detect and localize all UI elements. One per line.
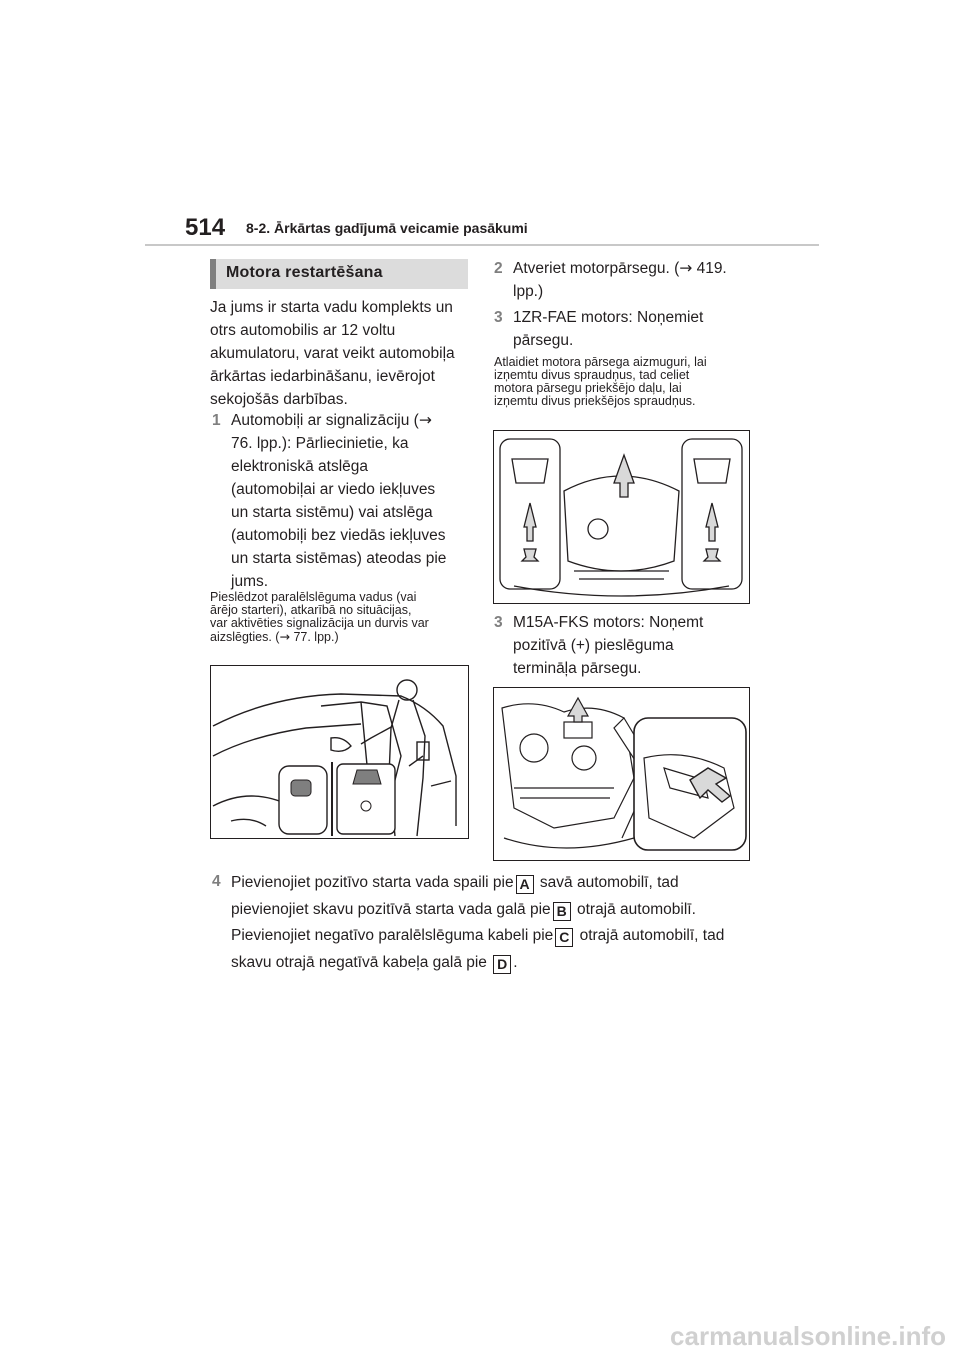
step-1-line: 76. lpp.): Pārliecinietie, ka [231,435,409,452]
step-1-line: (automobiļi bez viedās iekļuves [231,527,446,544]
step-3b-line: pozitīvā (+) pieslēguma [513,637,674,654]
step-4-line: Pievienojiet negatīvo paralēlslēguma kabeli pie C otrajā automobilī, tad [231,927,725,945]
step-2-text [513,257,763,303]
step-3a-line: 1ZR-FAE motors: Noņemiet [513,309,704,326]
arrow-icon: → [679,259,693,277]
note-line: motora pārsegu priekšējo daļu, lai [494,381,682,395]
step-1-number: 1 [212,412,221,429]
terminal-cover-illustration [494,688,749,860]
section-title: 8-2. Ārkārtas gadījumā veicamie pasākumi [246,220,528,236]
figure-car-door-keys [210,665,469,839]
label-a-badge: A [516,875,534,894]
label-d-badge: D [493,955,511,974]
step-3a-line: pārsegu. [513,332,574,349]
step-1-line: un starta sistēmu) vai atslēga [231,504,433,521]
page-number: 514 [185,214,226,241]
arrow-icon: → [279,629,290,644]
figure-terminal-cover-m15a [493,687,750,861]
note-line: Atlaidiet motora pārsega aizmuguri, lai [494,355,707,369]
alarm-note [210,591,472,644]
intro-line: Ja jums ir starta vadu komplekts un [210,299,453,316]
label-b-badge: B [553,902,571,921]
step-4-line: pievienojiet skavu pozitīvā starta vada galā pie B otrajā automobilī. [231,900,696,919]
step-1-text [231,409,471,593]
step-2-line: lpp.) [513,283,544,300]
step-2-number: 2 [494,260,503,277]
step-4-text [231,870,771,976]
step-1-line: un starta sistēmas) ateodas pie [231,550,447,567]
step-4-line: skavu otrajā negatīvā kabeļa galā pie D . [231,953,518,972]
step-3b-number: 3 [494,614,503,631]
step-2-line: Atveriet motorpārsegu. (→ 419. [513,259,727,277]
step-1-line: Automobiļi ar signalizāciju (→ [231,411,432,429]
intro-line: sekojošās darbības. [210,391,348,408]
engine-cover-illustration [494,431,749,603]
note-line: var aktivēties signalizācija un durvis var [210,616,429,630]
step-3a-text [513,306,763,352]
label-c-badge: C [555,928,573,947]
section-heading-label: Motora restartēšana [226,264,383,281]
engine-cover-note [494,356,754,408]
note-line: izņemtu divus spraudņus, tad celiet [494,368,690,382]
step-1-line: (automobiļai ar viedo iekļuves [231,481,436,498]
step-4-line: Pievienojiet pozitīvo starta vada spaili pie A savā automobilī, tad [231,874,679,892]
note-line: Pieslēdzot paralēlslēguma vadus (vai [210,590,417,604]
figure-engine-cover-1zr [493,430,750,604]
section-heading [210,259,468,289]
step-1-line: elektroniskā atslēga [231,458,368,475]
car-door-illustration [211,666,468,838]
step-4-number: 4 [212,873,221,890]
step-3b-line: M15A-FKS motors: Noņemt [513,614,704,631]
intro-paragraph [210,296,470,411]
note-line: aizslēgties. (→ 77. lpp.) [210,629,339,644]
note-line: ārējo starteri), atkarībā no situācijas, [210,603,412,617]
note-line: izņemtu divus priekšējos spraudņus. [494,394,696,408]
arrow-icon: → [418,411,432,429]
step-1-line: jums. [231,573,269,590]
step-3b-text [513,611,763,680]
intro-line: ārkārtas iedarbināšanu, ievērojot [210,368,435,385]
step-3a-number: 3 [494,309,503,326]
watermark: carmanualsonline.info [670,1321,946,1351]
header-divider [145,244,819,246]
intro-line: otrs automobilis ar 12 voltu [210,322,396,339]
intro-line: akumulatoru, varat veikt automobiļa [210,345,455,362]
step-3b-line: termināļa pārsegu. [513,660,642,677]
